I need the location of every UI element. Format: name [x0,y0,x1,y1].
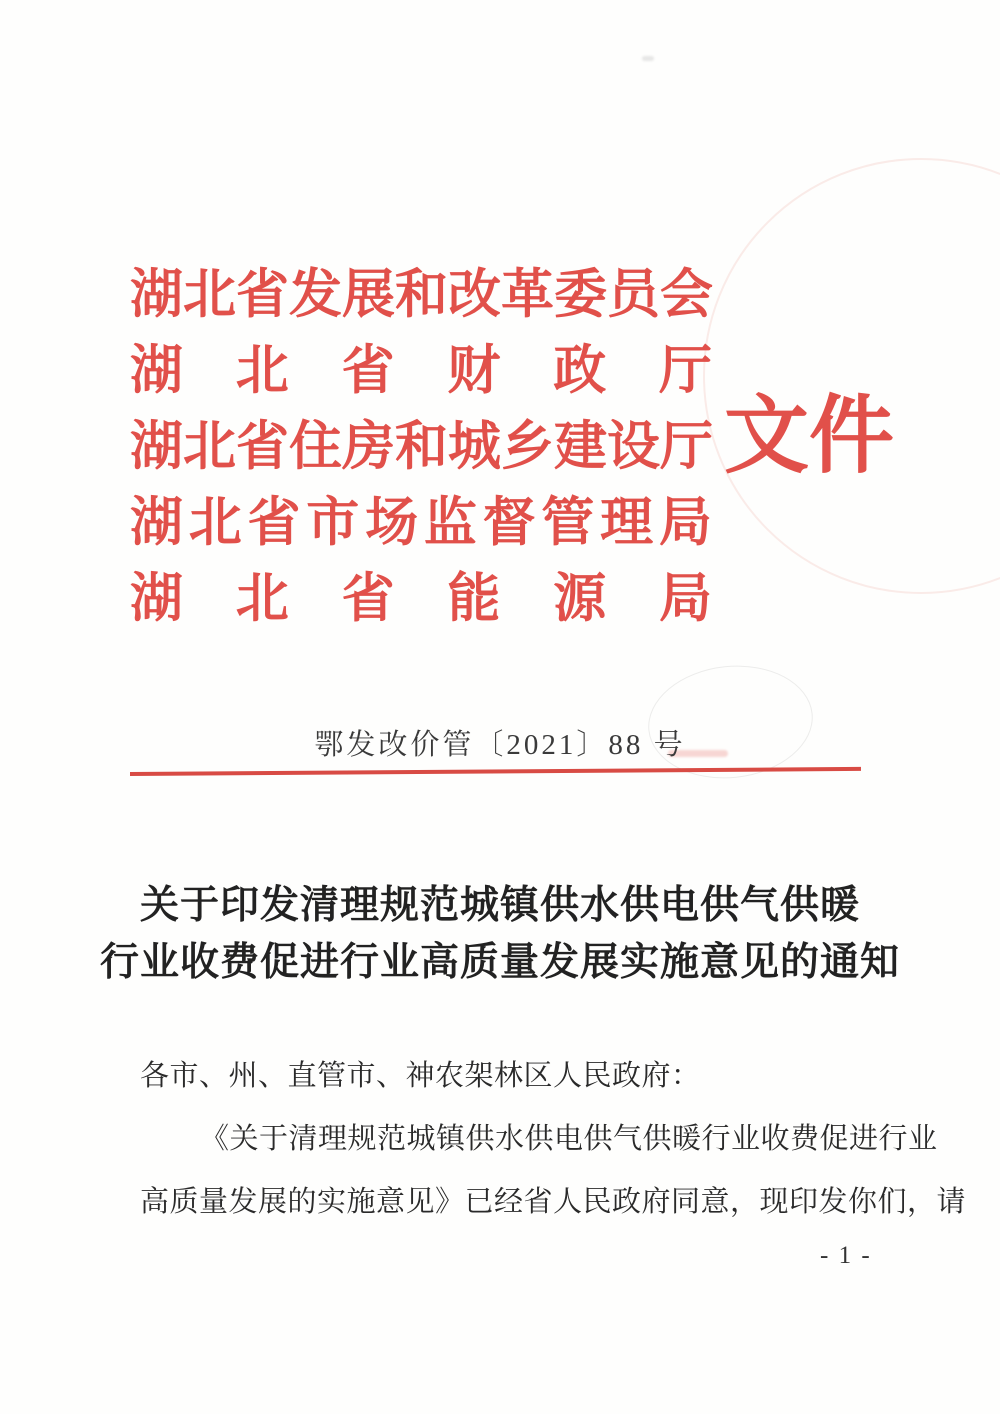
document-title-line-2: 行业收费促进行业高质量发展实施意见的通知 [99,941,900,984]
recipients-line: 各市、州、直管市、神农架林区人民政府： [140,1060,701,1092]
body-paragraph-line-2: 高质量发展的实施意见》已经省人民政府同意，现印发你们，请 [140,1186,967,1218]
agency-name-line: 湖 北 省 发 展 和 改 革 委 员 会 [130,266,713,324]
faint-seal-circle [703,158,1000,594]
page-number: - 1 - [820,1242,872,1269]
issuing-agencies-header [130,262,712,642]
document-title-line-1: 关于印发清理规范城镇供水供电供气供暖 [139,884,860,927]
agency-name-line: 湖 北 省 市 场 监 督 管 理 局 [130,494,712,552]
document-type-label: 文 件 [724,390,895,484]
scan-speck [642,56,654,61]
agency-name-line: 湖 北 省 能 源 局 [130,570,712,628]
body-paragraph-line-1: 《关于清理规范城镇供水供电供气供暖行业收费促进行业 [200,1123,938,1155]
document-reference-number: 鄂发改价管〔2021〕88 号 [314,729,686,761]
agency-name-line: 湖 北 省 住 房 和 城 乡 建 设 厅 [130,418,713,476]
agency-name-line: 湖 北 省 财 政 厅 [130,342,712,400]
